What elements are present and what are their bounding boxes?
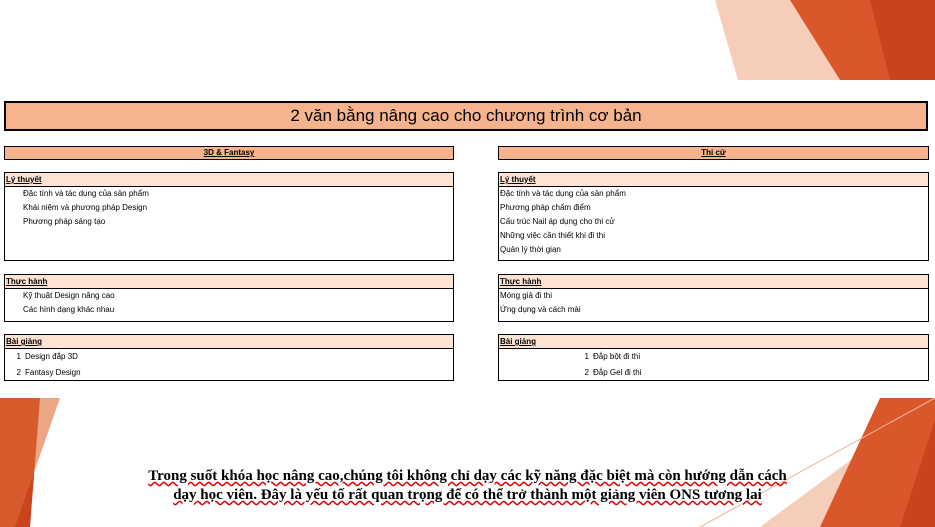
lecture-text: Đắp bột đi thi [593,352,641,361]
theory-item: Phương pháp chấm điểm [500,203,591,212]
theory-item: Quản lý thời gian [500,245,561,254]
lecture-number: 2 [584,368,589,377]
lecture-text: Fantasy Design [25,368,81,377]
lecture-box-exam [498,334,929,381]
practice-item: Móng giả đi thi [500,291,553,300]
lecture-item [499,365,928,381]
lecture-number: 2 [16,368,21,377]
theory-item: Khái niệm và phương pháp Design [23,203,148,212]
theory-box-3d-fantasy [4,172,454,261]
caption-line-1: Trong suốt khóa học nâng cao,chúng tôi không chỉ dạy các kỹ năng đặc biệt mà còn hướng dẫn cách [148,468,787,484]
caption-line-2: dạy học viên. Đây là yếu tố rất quan trọng để có thể trở thành một giảng viên ONS tương lai [173,487,762,503]
theory-box-exam [498,172,929,261]
column-header-3d-fantasy: 3D & Fantasy [4,146,454,160]
lecture-number: 1 [584,352,589,361]
lecture-item [499,349,928,365]
caption-text [60,467,875,505]
theory-item: Những việc cần thiết khi đi thi [500,231,605,240]
practice-item: Kỹ thuật Design nâng cao [23,291,115,300]
practice-item: Ứng dụng và cách mài [500,305,581,314]
lecture-item [5,349,453,365]
theory-item: Đặc tính và tác dụng của sản phẩm [23,189,149,198]
practice-label: Thực hành [499,275,928,289]
theory-item: Cấu trúc Nail áp dụng cho thi cử [500,217,615,226]
page-title: 2 văn bằng nâng cao cho chương trình cơ bản [4,101,928,131]
theory-label: Lý thuyết [499,173,928,187]
column-header-exam: Thi cử [498,146,929,160]
practice-item: Các hình dạng khác nhau [23,305,115,314]
theory-item: Đặc tính và tác dụng của sản phẩm [500,189,626,198]
theory-item: Phương pháp sáng tạo [23,217,106,226]
practice-box-exam [498,274,929,322]
theory-label: Lý thuyết [5,173,453,187]
lecture-text: Đắp Gel đi thi [593,368,642,377]
lecture-item [5,365,453,381]
lecture-text: Design đắp 3D [25,352,78,361]
practice-box-3d-fantasy [4,274,454,322]
lecture-number: 1 [16,352,21,361]
lecture-label: Bài giảng [499,335,928,349]
lecture-box-3d-fantasy [4,334,454,381]
lecture-label: Bài giảng [5,335,453,349]
practice-label: Thực hành [5,275,453,289]
